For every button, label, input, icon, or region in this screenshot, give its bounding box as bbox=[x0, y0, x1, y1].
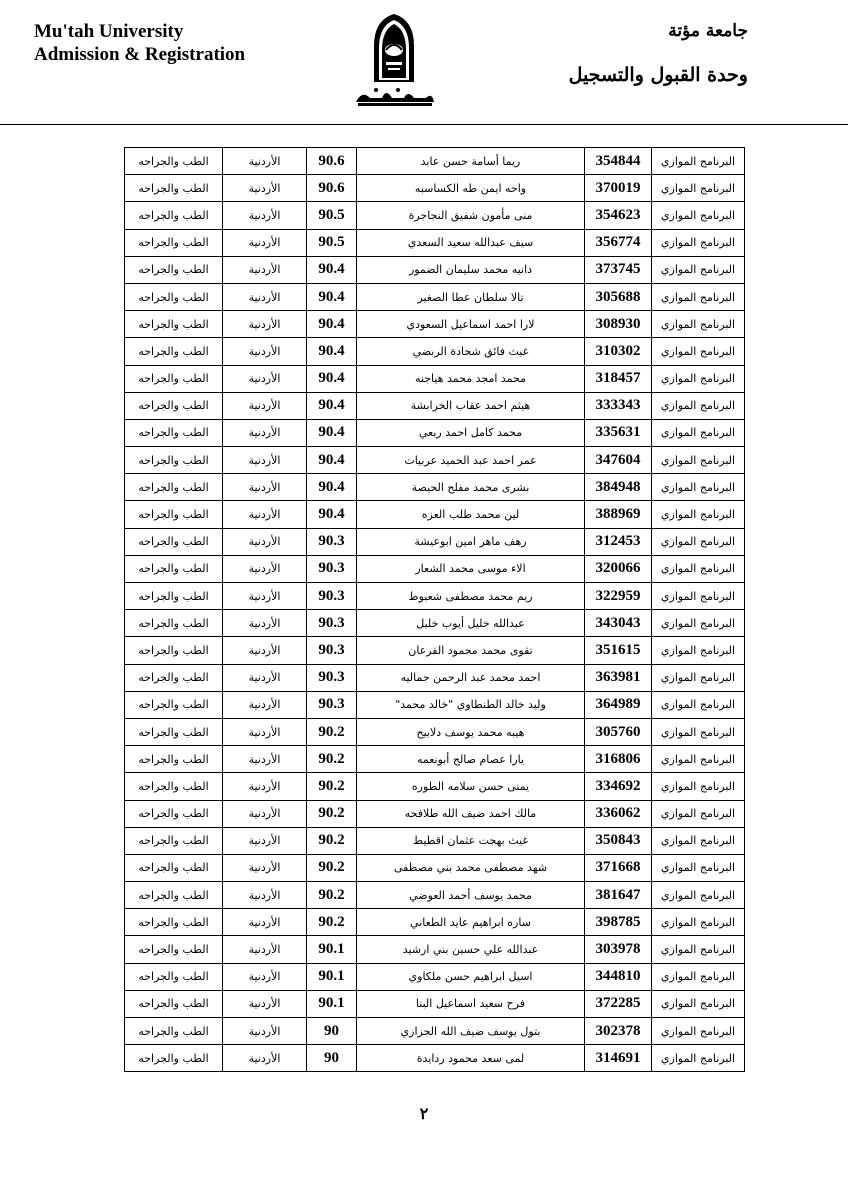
table-row bbox=[125, 365, 745, 392]
num-cell: 344810 bbox=[585, 963, 652, 990]
table-row bbox=[125, 528, 745, 555]
num-cell: 316806 bbox=[585, 746, 652, 773]
prog-cell: البرنامج الموازي bbox=[652, 1045, 745, 1072]
name-cell: تالا سلطان عطا الصغير bbox=[357, 283, 585, 310]
unit-name-ar: وحدة القبول والتسجيل bbox=[568, 64, 748, 86]
num-cell: 336062 bbox=[585, 800, 652, 827]
avg-cell: 90.1 bbox=[307, 990, 357, 1017]
prog-cell: البرنامج الموازي bbox=[652, 909, 745, 936]
table-body bbox=[125, 148, 745, 1072]
prog-cell: البرنامج الموازي bbox=[652, 229, 745, 256]
name-cell: بتول يوسف ضيف الله الجزازي bbox=[357, 1018, 585, 1045]
num-cell: 320066 bbox=[585, 555, 652, 582]
avg-cell: 90.4 bbox=[307, 256, 357, 283]
name-cell: غيث فائق شحادة الربضي bbox=[357, 338, 585, 365]
avg-cell: 90.3 bbox=[307, 528, 357, 555]
prog-cell: البرنامج الموازي bbox=[652, 1018, 745, 1045]
prog-cell: البرنامج الموازي bbox=[652, 175, 745, 202]
nat-cell: الأردنية bbox=[223, 800, 307, 827]
prog-cell: البرنامج الموازي bbox=[652, 419, 745, 446]
name-cell: واحه ايمن طه الكساسبه bbox=[357, 175, 585, 202]
num-cell: 314691 bbox=[585, 1045, 652, 1072]
table-row bbox=[125, 338, 745, 365]
college-cell: الطب والجراحه bbox=[125, 256, 223, 283]
prog-cell: البرنامج الموازي bbox=[652, 283, 745, 310]
avg-cell: 90.4 bbox=[307, 474, 357, 501]
college-cell: الطب والجراحه bbox=[125, 610, 223, 637]
prog-cell: البرنامج الموازي bbox=[652, 963, 745, 990]
avg-cell: 90.2 bbox=[307, 773, 357, 800]
college-cell: الطب والجراحه bbox=[125, 637, 223, 664]
avg-cell: 90.4 bbox=[307, 392, 357, 419]
name-cell: احمد محمد عبد الرحمن جماليه bbox=[357, 664, 585, 691]
nat-cell: الأردنية bbox=[223, 1018, 307, 1045]
prog-cell: البرنامج الموازي bbox=[652, 528, 745, 555]
name-cell: دانيه محمد سليمان الضمور bbox=[357, 256, 585, 283]
prog-cell: البرنامج الموازي bbox=[652, 691, 745, 718]
nat-cell: الأردنية bbox=[223, 229, 307, 256]
avg-cell: 90.4 bbox=[307, 338, 357, 365]
avg-cell: 90.3 bbox=[307, 664, 357, 691]
table-row bbox=[125, 746, 745, 773]
avg-cell: 90.2 bbox=[307, 718, 357, 745]
nat-cell: الأردنية bbox=[223, 610, 307, 637]
num-cell: 364989 bbox=[585, 691, 652, 718]
college-cell: الطب والجراحه bbox=[125, 283, 223, 310]
table-row bbox=[125, 311, 745, 338]
num-cell: 351615 bbox=[585, 637, 652, 664]
college-cell: الطب والجراحه bbox=[125, 148, 223, 175]
name-cell: وليد خالد الطنطاوي "خالد محمد" bbox=[357, 691, 585, 718]
college-cell: الطب والجراحه bbox=[125, 202, 223, 229]
nat-cell: الأردنية bbox=[223, 392, 307, 419]
avg-cell: 90.6 bbox=[307, 148, 357, 175]
num-cell: 371668 bbox=[585, 854, 652, 881]
num-cell: 308930 bbox=[585, 311, 652, 338]
num-cell: 363981 bbox=[585, 664, 652, 691]
num-cell: 322959 bbox=[585, 583, 652, 610]
avg-cell: 90.4 bbox=[307, 283, 357, 310]
nat-cell: الأردنية bbox=[223, 827, 307, 854]
table-row bbox=[125, 501, 745, 528]
num-cell: 334692 bbox=[585, 773, 652, 800]
name-cell: ساره ابراهيم عايد الطعاني bbox=[357, 909, 585, 936]
table-row bbox=[125, 882, 745, 909]
nat-cell: الأردنية bbox=[223, 583, 307, 610]
name-cell: لين محمد طلب العزه bbox=[357, 501, 585, 528]
num-cell: 372285 bbox=[585, 990, 652, 1017]
name-cell: محمد امجد محمد هياجنه bbox=[357, 365, 585, 392]
name-cell: عمر احمد عبد الحميد عربيات bbox=[357, 447, 585, 474]
table-row bbox=[125, 1045, 745, 1072]
header-english bbox=[34, 20, 245, 66]
table-row bbox=[125, 474, 745, 501]
nat-cell: الأردنية bbox=[223, 1045, 307, 1072]
college-cell: الطب والجراحه bbox=[125, 990, 223, 1017]
nat-cell: الأردنية bbox=[223, 746, 307, 773]
college-cell: الطب والجراحه bbox=[125, 528, 223, 555]
prog-cell: البرنامج الموازي bbox=[652, 746, 745, 773]
name-cell: محمد كامل احمد ربعي bbox=[357, 419, 585, 446]
name-cell: رهف ماهر امين ابوعيشة bbox=[357, 528, 585, 555]
avg-cell: 90.6 bbox=[307, 175, 357, 202]
nat-cell: الأردنية bbox=[223, 528, 307, 555]
name-cell: اسيل ابراهيم حسن ملكاوي bbox=[357, 963, 585, 990]
num-cell: 312453 bbox=[585, 528, 652, 555]
name-cell: لارا احمد اسماعيل السعودي bbox=[357, 311, 585, 338]
table-row bbox=[125, 827, 745, 854]
nat-cell: الأردنية bbox=[223, 718, 307, 745]
num-cell: 343043 bbox=[585, 610, 652, 637]
name-cell: عبدالله علي حسين بني ارشيد bbox=[357, 936, 585, 963]
college-cell: الطب والجراحه bbox=[125, 1018, 223, 1045]
college-cell: الطب والجراحه bbox=[125, 746, 223, 773]
num-cell: 354623 bbox=[585, 202, 652, 229]
college-cell: الطب والجراحه bbox=[125, 827, 223, 854]
prog-cell: البرنامج الموازي bbox=[652, 311, 745, 338]
nat-cell: الأردنية bbox=[223, 909, 307, 936]
name-cell: هيثم احمد عقاب الخرابشة bbox=[357, 392, 585, 419]
table-row bbox=[125, 447, 745, 474]
admissions-table bbox=[124, 147, 745, 1072]
table-row bbox=[125, 555, 745, 582]
name-cell: غيث بهجت عثمان اقطيط bbox=[357, 827, 585, 854]
avg-cell: 90.2 bbox=[307, 746, 357, 773]
nat-cell: الأردنية bbox=[223, 664, 307, 691]
header-arabic bbox=[569, 20, 748, 88]
college-cell: الطب والجراحه bbox=[125, 501, 223, 528]
num-cell: 333343 bbox=[585, 392, 652, 419]
prog-cell: البرنامج الموازي bbox=[652, 637, 745, 664]
table-row bbox=[125, 773, 745, 800]
college-cell: الطب والجراحه bbox=[125, 365, 223, 392]
nat-cell: الأردنية bbox=[223, 338, 307, 365]
num-cell: 305760 bbox=[585, 718, 652, 745]
name-cell: الاء موسى محمد الشعار bbox=[357, 555, 585, 582]
avg-cell: 90.2 bbox=[307, 882, 357, 909]
nat-cell: الأردنية bbox=[223, 555, 307, 582]
prog-cell: البرنامج الموازي bbox=[652, 773, 745, 800]
avg-cell: 90.2 bbox=[307, 800, 357, 827]
name-cell: سيف عبدالله سعيد السعدي bbox=[357, 229, 585, 256]
nat-cell: الأردنية bbox=[223, 882, 307, 909]
num-cell: 370019 bbox=[585, 175, 652, 202]
num-cell: 381647 bbox=[585, 882, 652, 909]
college-cell: الطب والجراحه bbox=[125, 800, 223, 827]
avg-cell: 90.2 bbox=[307, 854, 357, 881]
table-row bbox=[125, 175, 745, 202]
college-cell: الطب والجراحه bbox=[125, 419, 223, 446]
table-row bbox=[125, 583, 745, 610]
avg-cell: 90.3 bbox=[307, 691, 357, 718]
table-row bbox=[125, 1018, 745, 1045]
college-cell: الطب والجراحه bbox=[125, 691, 223, 718]
avg-cell: 90.3 bbox=[307, 637, 357, 664]
college-cell: الطب والجراحه bbox=[125, 718, 223, 745]
prog-cell: البرنامج الموازي bbox=[652, 501, 745, 528]
avg-cell: 90.4 bbox=[307, 311, 357, 338]
college-cell: الطب والجراحه bbox=[125, 447, 223, 474]
college-cell: الطب والجراحه bbox=[125, 882, 223, 909]
nat-cell: الأردنية bbox=[223, 283, 307, 310]
unit-name-en: Admission & Registration bbox=[34, 44, 246, 65]
num-cell: 347604 bbox=[585, 447, 652, 474]
num-cell: 318457 bbox=[585, 365, 652, 392]
prog-cell: البرنامج الموازي bbox=[652, 474, 745, 501]
prog-cell: البرنامج الموازي bbox=[652, 256, 745, 283]
table-row bbox=[125, 610, 745, 637]
nat-cell: الأردنية bbox=[223, 854, 307, 881]
nat-cell: الأردنية bbox=[223, 691, 307, 718]
nat-cell: الأردنية bbox=[223, 936, 307, 963]
num-cell: 388969 bbox=[585, 501, 652, 528]
nat-cell: الأردنية bbox=[223, 365, 307, 392]
table-row bbox=[125, 909, 745, 936]
table-row bbox=[125, 854, 745, 881]
header-divider bbox=[0, 124, 848, 125]
table-row bbox=[125, 229, 745, 256]
prog-cell: البرنامج الموازي bbox=[652, 664, 745, 691]
num-cell: 373745 bbox=[585, 256, 652, 283]
num-cell: 305688 bbox=[585, 283, 652, 310]
num-cell: 356774 bbox=[585, 229, 652, 256]
name-cell: مالك احمد ضيف الله طلافحه bbox=[357, 800, 585, 827]
avg-cell: 90.3 bbox=[307, 583, 357, 610]
name-cell: لمى سعد محمود ردايدة bbox=[357, 1045, 585, 1072]
table-row bbox=[125, 800, 745, 827]
nat-cell: الأردنية bbox=[223, 963, 307, 990]
nat-cell: الأردنية bbox=[223, 311, 307, 338]
college-cell: الطب والجراحه bbox=[125, 175, 223, 202]
university-name-en: Mu'tah University bbox=[34, 21, 184, 42]
prog-cell: البرنامج الموازي bbox=[652, 990, 745, 1017]
avg-cell: 90.1 bbox=[307, 963, 357, 990]
college-cell: الطب والجراحه bbox=[125, 555, 223, 582]
num-cell: 303978 bbox=[585, 936, 652, 963]
num-cell: 354844 bbox=[585, 148, 652, 175]
name-cell: عبدالله خليل أيوب خليل bbox=[357, 610, 585, 637]
college-cell: الطب والجراحه bbox=[125, 664, 223, 691]
prog-cell: البرنامج الموازي bbox=[652, 392, 745, 419]
prog-cell: البرنامج الموازي bbox=[652, 338, 745, 365]
prog-cell: البرنامج الموازي bbox=[652, 854, 745, 881]
prog-cell: البرنامج الموازي bbox=[652, 555, 745, 582]
nat-cell: الأردنية bbox=[223, 990, 307, 1017]
table-row bbox=[125, 202, 745, 229]
table-row bbox=[125, 392, 745, 419]
nat-cell: الأردنية bbox=[223, 148, 307, 175]
table-row bbox=[125, 419, 745, 446]
prog-cell: البرنامج الموازي bbox=[652, 800, 745, 827]
prog-cell: البرنامج الموازي bbox=[652, 583, 745, 610]
avg-cell: 90.3 bbox=[307, 610, 357, 637]
college-cell: الطب والجراحه bbox=[125, 474, 223, 501]
college-cell: الطب والجراحه bbox=[125, 773, 223, 800]
nat-cell: الأردنية bbox=[223, 202, 307, 229]
prog-cell: البرنامج الموازي bbox=[652, 718, 745, 745]
name-cell: منى مأمون شفيق النجاجرة bbox=[357, 202, 585, 229]
college-cell: الطب والجراحه bbox=[125, 936, 223, 963]
avg-cell: 90.2 bbox=[307, 909, 357, 936]
avg-cell: 90.2 bbox=[307, 827, 357, 854]
table-row bbox=[125, 691, 745, 718]
avg-cell: 90.4 bbox=[307, 365, 357, 392]
name-cell: ريما أسامة حسن عابد bbox=[357, 148, 585, 175]
prog-cell: البرنامج الموازي bbox=[652, 365, 745, 392]
nat-cell: الأردنية bbox=[223, 419, 307, 446]
table-row bbox=[125, 283, 745, 310]
avg-cell: 90.4 bbox=[307, 419, 357, 446]
name-cell: يمنى حسن سلامه الطوره bbox=[357, 773, 585, 800]
prog-cell: البرنامج الموازي bbox=[652, 827, 745, 854]
num-cell: 335631 bbox=[585, 419, 652, 446]
num-cell: 384948 bbox=[585, 474, 652, 501]
name-cell: محمد يوسف أحمد العوضي bbox=[357, 882, 585, 909]
prog-cell: البرنامج الموازي bbox=[652, 148, 745, 175]
college-cell: الطب والجراحه bbox=[125, 311, 223, 338]
table-row bbox=[125, 637, 745, 664]
num-cell: 302378 bbox=[585, 1018, 652, 1045]
avg-cell: 90.5 bbox=[307, 202, 357, 229]
university-logo bbox=[352, 10, 436, 110]
avg-cell: 90 bbox=[307, 1045, 357, 1072]
prog-cell: البرنامج الموازي bbox=[652, 447, 745, 474]
name-cell: بشرى محمد مفلح الحيصة bbox=[357, 474, 585, 501]
table-row bbox=[125, 936, 745, 963]
avg-cell: 90 bbox=[307, 1018, 357, 1045]
table-row bbox=[125, 718, 745, 745]
table-row bbox=[125, 963, 745, 990]
table-row bbox=[125, 256, 745, 283]
nat-cell: الأردنية bbox=[223, 256, 307, 283]
university-name-ar: جامعة مؤتة bbox=[668, 21, 748, 41]
college-cell: الطب والجراحه bbox=[125, 1045, 223, 1072]
num-cell: 310302 bbox=[585, 338, 652, 365]
num-cell: 398785 bbox=[585, 909, 652, 936]
avg-cell: 90.5 bbox=[307, 229, 357, 256]
name-cell: يارا عصام صالح أبونعمه bbox=[357, 746, 585, 773]
nat-cell: الأردنية bbox=[223, 175, 307, 202]
nat-cell: الأردنية bbox=[223, 637, 307, 664]
table-row bbox=[125, 990, 745, 1017]
page-number: ٢ bbox=[419, 1104, 429, 1123]
name-cell: هيبه محمد يوسف دلابيح bbox=[357, 718, 585, 745]
name-cell: ريم محمد مصطفى شعبوط bbox=[357, 583, 585, 610]
name-cell: شهد مصطفى محمد بني مصطفى bbox=[357, 854, 585, 881]
avg-cell: 90.1 bbox=[307, 936, 357, 963]
college-cell: الطب والجراحه bbox=[125, 963, 223, 990]
table-row bbox=[125, 664, 745, 691]
avg-cell: 90.3 bbox=[307, 555, 357, 582]
college-cell: الطب والجراحه bbox=[125, 583, 223, 610]
college-cell: الطب والجراحه bbox=[125, 229, 223, 256]
avg-cell: 90.4 bbox=[307, 447, 357, 474]
college-cell: الطب والجراحه bbox=[125, 338, 223, 365]
prog-cell: البرنامج الموازي bbox=[652, 202, 745, 229]
prog-cell: البرنامج الموازي bbox=[652, 610, 745, 637]
college-cell: الطب والجراحه bbox=[125, 854, 223, 881]
num-cell: 350843 bbox=[585, 827, 652, 854]
name-cell: فرح سعيد اسماعيل البنا bbox=[357, 990, 585, 1017]
nat-cell: الأردنية bbox=[223, 773, 307, 800]
nat-cell: الأردنية bbox=[223, 474, 307, 501]
college-cell: الطب والجراحه bbox=[125, 392, 223, 419]
nat-cell: الأردنية bbox=[223, 501, 307, 528]
prog-cell: البرنامج الموازي bbox=[652, 882, 745, 909]
prog-cell: البرنامج الموازي bbox=[652, 936, 745, 963]
table-row bbox=[125, 148, 745, 175]
nat-cell: الأردنية bbox=[223, 447, 307, 474]
name-cell: تقوى محمد محمود القرعان bbox=[357, 637, 585, 664]
college-cell: الطب والجراحه bbox=[125, 909, 223, 936]
avg-cell: 90.4 bbox=[307, 501, 357, 528]
